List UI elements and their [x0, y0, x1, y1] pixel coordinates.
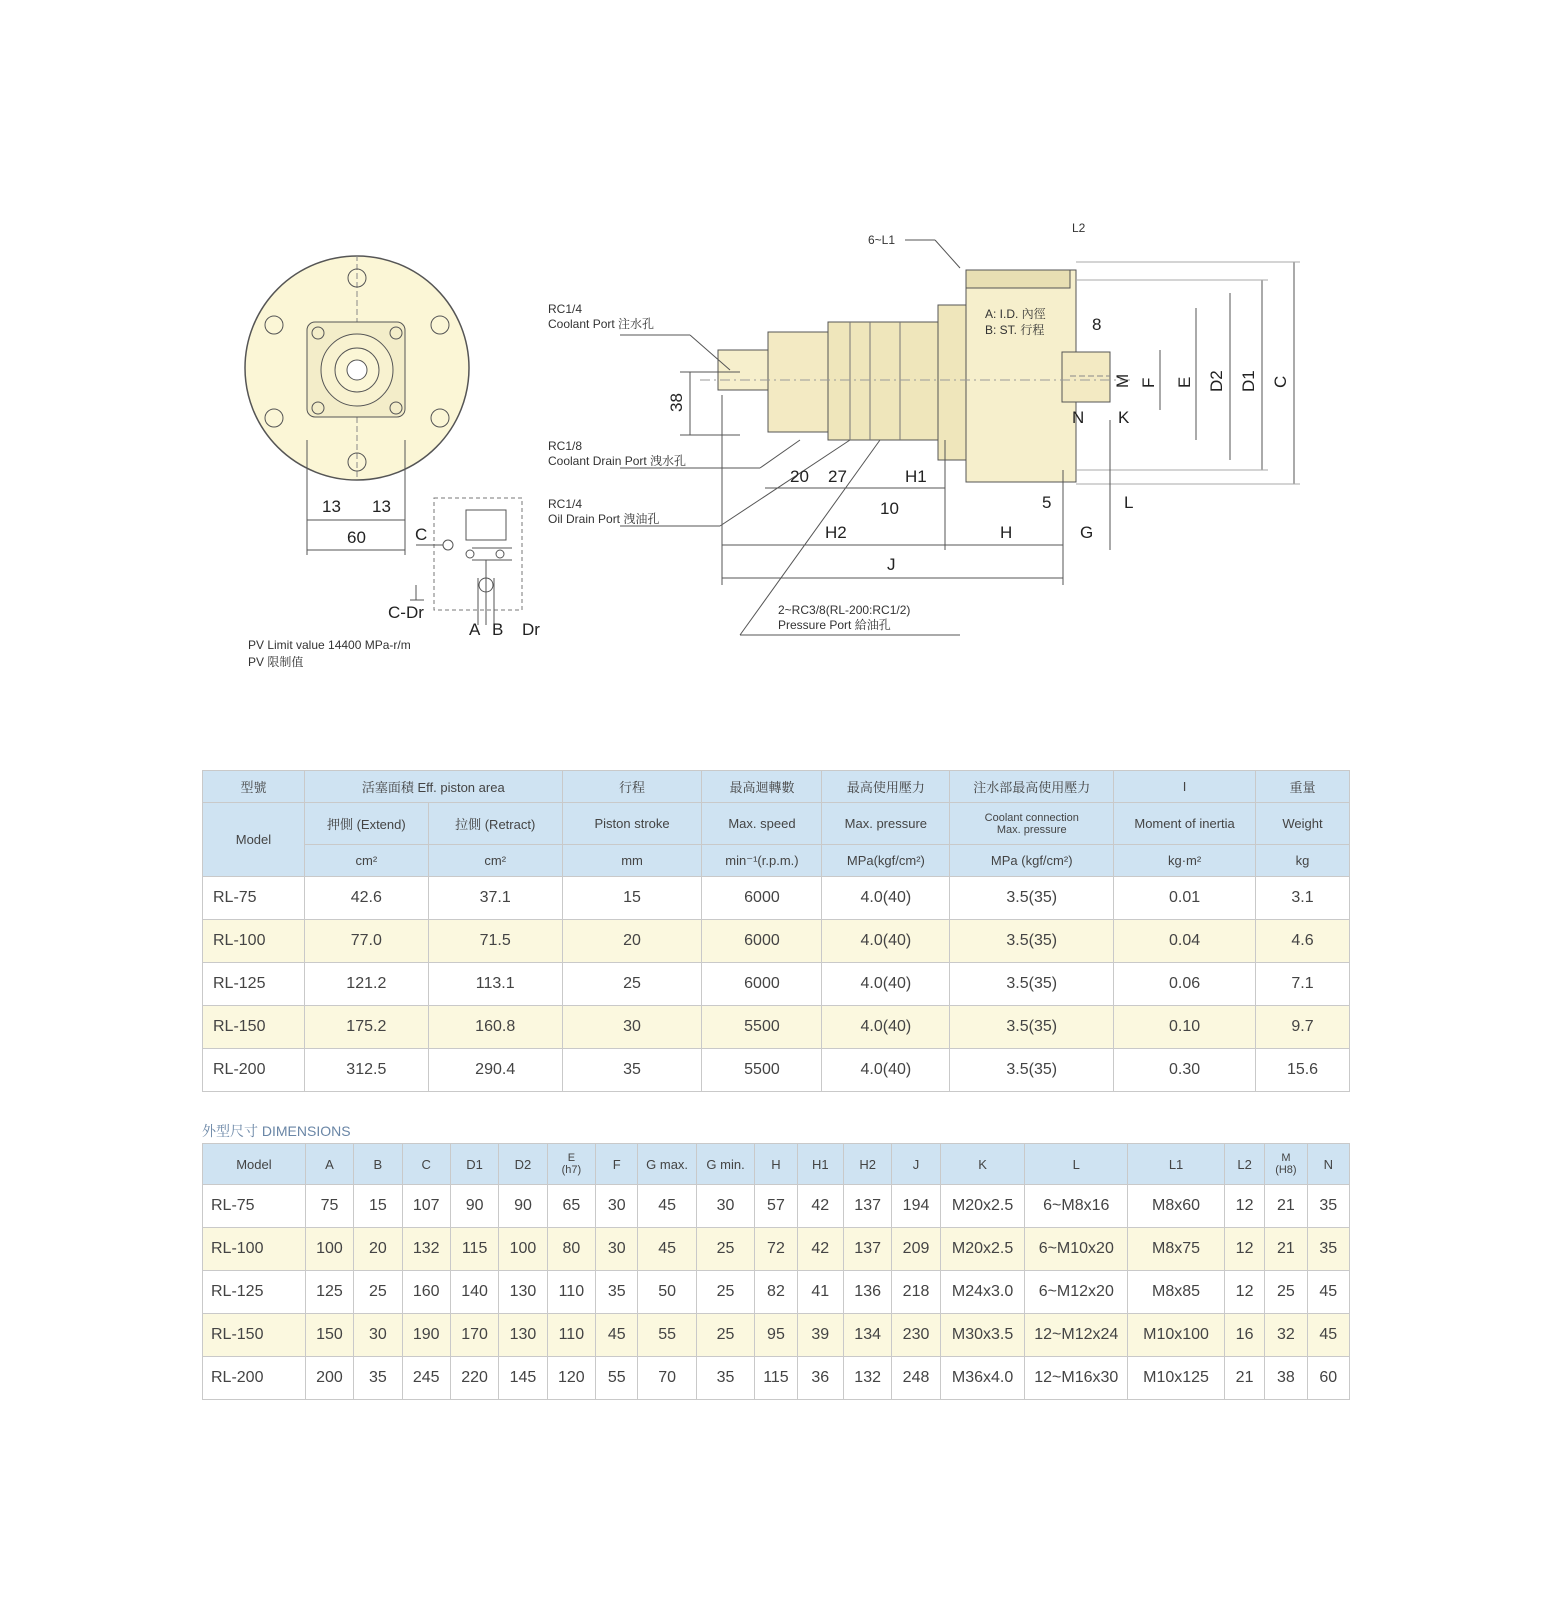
cell: 107 — [402, 1185, 450, 1228]
dim-8: 8 — [1092, 315, 1102, 334]
cell: 12~M16x30 — [1025, 1357, 1128, 1400]
cell: 3.5(35) — [950, 1006, 1114, 1049]
cell: 72 — [755, 1228, 797, 1271]
legend-a: A: I.D. 內徑 — [985, 307, 1046, 321]
dh-l1: L1 — [1128, 1144, 1225, 1185]
cell: 137 — [843, 1185, 891, 1228]
dim-h: H — [1000, 523, 1013, 542]
dh-l: L — [1025, 1144, 1128, 1185]
cell: 90 — [450, 1185, 498, 1228]
cell: 115 — [450, 1228, 498, 1271]
cell: 65 — [547, 1185, 595, 1228]
cell: 42.6 — [304, 877, 428, 920]
coolant-port-size: RC1/4 — [548, 302, 583, 316]
hdr-extend: 押側 (Extend) — [304, 803, 428, 845]
dim-27: 27 — [828, 467, 847, 486]
spec-row-rl125 — [203, 963, 1350, 1006]
cell: 55 — [596, 1357, 638, 1400]
cell: 132 — [402, 1228, 450, 1271]
dimensions-table — [202, 1143, 1350, 1400]
hdr-retract: 拉側 (Retract) — [428, 803, 562, 845]
dim-k: K — [1118, 408, 1130, 427]
dh-model: Model — [203, 1144, 306, 1185]
dim-row-rl200 — [203, 1357, 1350, 1400]
cell: 35 — [1307, 1185, 1349, 1228]
dh-h: H — [755, 1144, 797, 1185]
cell: 160 — [402, 1271, 450, 1314]
cell: 3.5(35) — [950, 1049, 1114, 1092]
cell: 170 — [450, 1314, 498, 1357]
cell: 190 — [402, 1314, 450, 1357]
cell: 120 — [547, 1357, 595, 1400]
cell: 125 — [305, 1271, 353, 1314]
cell: 230 — [892, 1314, 940, 1357]
cell: 140 — [450, 1271, 498, 1314]
hdr-weight-en: Weight — [1256, 803, 1350, 845]
cell: 16 — [1224, 1314, 1264, 1357]
dim-l: L — [1124, 493, 1134, 512]
cell: 110 — [547, 1314, 595, 1357]
cell: 7.1 — [1256, 963, 1350, 1006]
schematic-cdr: C-Dr — [388, 603, 424, 622]
dh-l2: L2 — [1224, 1144, 1264, 1185]
cell: M36x4.0 — [940, 1357, 1025, 1400]
dh-h1: H1 — [797, 1144, 843, 1185]
cell: 4.0(40) — [822, 1006, 950, 1049]
drawing-svg — [0, 0, 1552, 720]
schematic-dr: Dr — [522, 620, 540, 639]
dim-5: 5 — [1042, 493, 1052, 512]
cell: 15 — [354, 1185, 402, 1228]
cell: RL-200 — [203, 1357, 306, 1400]
cell: 209 — [892, 1228, 940, 1271]
dim-f: F — [1139, 377, 1158, 388]
hdr-speed-cn: 最高迴轉數 — [702, 771, 822, 803]
dh-b: B — [354, 1144, 402, 1185]
schematic-b: B — [492, 620, 504, 639]
cell: 0.30 — [1114, 1049, 1256, 1092]
cell: 30 — [354, 1314, 402, 1357]
dh-gmax: G max. — [638, 1144, 696, 1185]
spec-row-rl100 — [203, 920, 1350, 963]
hdr-model-cn: 型號 — [203, 771, 305, 803]
pressure-port-label: Pressure Port 給油孔 — [778, 618, 891, 632]
cell: 45 — [1307, 1271, 1349, 1314]
cell: 6000 — [702, 877, 822, 920]
unit-inertia: kg·m² — [1114, 845, 1256, 877]
dim-20: 20 — [790, 467, 809, 486]
dh-j: J — [892, 1144, 940, 1185]
cell: 175.2 — [304, 1006, 428, 1049]
cell: 134 — [843, 1314, 891, 1357]
cell: 42 — [797, 1185, 843, 1228]
dim-d1: D1 — [1239, 370, 1258, 392]
hdr-pressure-cn: 最高使用壓力 — [822, 771, 950, 803]
cell: 4.0(40) — [822, 1049, 950, 1092]
unit-pressure: MPa(kgf/cm²) — [822, 845, 950, 877]
cell: 0.06 — [1114, 963, 1256, 1006]
cell: 50 — [638, 1271, 696, 1314]
dim-d2: D2 — [1207, 370, 1226, 392]
cell: 45 — [638, 1228, 696, 1271]
dh-gmin: G min. — [696, 1144, 754, 1185]
cell: 145 — [499, 1357, 547, 1400]
cell: 312.5 — [304, 1049, 428, 1092]
cell: 132 — [843, 1357, 891, 1400]
schematic-c: C — [415, 525, 428, 544]
dim-10: 10 — [880, 499, 899, 518]
dim-g: G — [1080, 523, 1094, 542]
hdr-coolant-en-2: Max. pressure — [996, 823, 1067, 836]
cell: 9.7 — [1256, 1006, 1350, 1049]
cell: 30 — [596, 1185, 638, 1228]
coolant-port-label: Coolant Port 注水孔 — [548, 317, 655, 331]
cell: 5500 — [702, 1006, 822, 1049]
dim-h1: H1 — [905, 467, 927, 486]
unit-extend: cm² — [304, 845, 428, 877]
cell: 21 — [1265, 1228, 1307, 1271]
cell: M8x60 — [1128, 1185, 1225, 1228]
cell: 15.6 — [1256, 1049, 1350, 1092]
cell: 35 — [354, 1357, 402, 1400]
cell: 77.0 — [304, 920, 428, 963]
unit-speed: min⁻¹(r.p.m.) — [702, 845, 822, 877]
coolant-drain-size: RC1/8 — [548, 439, 583, 453]
hdr-model-en: Model — [203, 803, 305, 877]
dim-13-left: 13 — [322, 497, 341, 516]
hdr-piston-area-cn — [304, 771, 562, 803]
dh-h2: H2 — [843, 1144, 891, 1185]
dh-m-sub: (H8) — [1275, 1164, 1297, 1176]
cell: 82 — [755, 1271, 797, 1314]
dh-a: A — [305, 1144, 353, 1185]
cell: 25 — [696, 1314, 754, 1357]
cell: 21 — [1224, 1357, 1264, 1400]
cell: 12~M12x24 — [1025, 1314, 1128, 1357]
cell: 130 — [499, 1271, 547, 1314]
dim-m: M — [1113, 373, 1132, 388]
cell: 4.6 — [1256, 920, 1350, 963]
cell: 290.4 — [428, 1049, 562, 1092]
cell: 35 — [1307, 1228, 1349, 1271]
hdr-inertia-cn: I — [1114, 771, 1256, 803]
cell: M24x3.0 — [940, 1271, 1025, 1314]
cell: 0.10 — [1114, 1006, 1256, 1049]
hdr-stroke-en: Piston stroke — [562, 803, 702, 845]
dh-m — [1265, 1144, 1307, 1185]
cell: 100 — [305, 1228, 353, 1271]
pv-limit-line1: PV Limit value 14400 MPa-r/m — [248, 638, 411, 652]
oil-drain-size: RC1/4 — [548, 497, 583, 511]
cell: 110 — [547, 1271, 595, 1314]
spec-row-rl75 — [203, 877, 1350, 920]
cell: 45 — [1307, 1314, 1349, 1357]
cell: RL-75 — [203, 877, 305, 920]
cell: 6~M8x16 — [1025, 1185, 1128, 1228]
unit-retract: cm² — [428, 845, 562, 877]
cell: M20x2.5 — [940, 1228, 1025, 1271]
cell: 0.01 — [1114, 877, 1256, 920]
dh-e-label: E — [567, 1152, 576, 1164]
unit-coolant: MPa (kgf/cm²) — [950, 845, 1114, 877]
cell: 0.04 — [1114, 920, 1256, 963]
technical-drawing — [0, 0, 1552, 720]
hdr-inertia-en: Moment of inertia — [1114, 803, 1256, 845]
cell: 38 — [1265, 1357, 1307, 1400]
cell: M20x2.5 — [940, 1185, 1025, 1228]
dim-60: 60 — [347, 528, 366, 547]
cell: 194 — [892, 1185, 940, 1228]
cell: 3.5(35) — [950, 877, 1114, 920]
hdr-weight-cn: 重量 — [1256, 771, 1350, 803]
label-6l1: 6~L1 — [868, 233, 896, 247]
cell: 35 — [696, 1357, 754, 1400]
spec-row-rl200 — [203, 1049, 1350, 1092]
cell: RL-200 — [203, 1049, 305, 1092]
cell: 45 — [638, 1185, 696, 1228]
dh-f: F — [596, 1144, 638, 1185]
cell: 30 — [696, 1185, 754, 1228]
cell: 25 — [696, 1228, 754, 1271]
cell: 5500 — [702, 1049, 822, 1092]
dh-e — [547, 1144, 595, 1185]
cell: 137 — [843, 1228, 891, 1271]
legend-b: B: ST. 行程 — [985, 323, 1045, 337]
dim-38: 38 — [667, 393, 686, 412]
cell: M8x85 — [1128, 1271, 1225, 1314]
cell: 30 — [596, 1228, 638, 1271]
oil-drain-label: Oil Drain Port 洩油孔 — [548, 512, 660, 526]
hdr-speed-en: Max. speed — [702, 803, 822, 845]
cell: 121.2 — [304, 963, 428, 1006]
cell: RL-125 — [203, 963, 305, 1006]
cell: 42 — [797, 1228, 843, 1271]
dim-row-rl150 — [203, 1314, 1350, 1357]
dim-j: J — [887, 555, 896, 574]
hdr-coolant-en — [950, 803, 1114, 845]
cell: 100 — [499, 1228, 547, 1271]
cell: 60 — [1307, 1357, 1349, 1400]
hdr-piston-area-en: Eff. piston area — [417, 780, 505, 795]
cell: 3.5(35) — [950, 920, 1114, 963]
cell: 4.0(40) — [822, 963, 950, 1006]
label-l2: L2 — [1072, 221, 1086, 235]
cell: 200 — [305, 1357, 353, 1400]
dh-k: K — [940, 1144, 1025, 1185]
cell: 45 — [596, 1314, 638, 1357]
cell: RL-75 — [203, 1185, 306, 1228]
hdr-pressure-en: Max. pressure — [822, 803, 950, 845]
cell: 35 — [562, 1049, 702, 1092]
cell: RL-125 — [203, 1271, 306, 1314]
dim-13-right: 13 — [372, 497, 391, 516]
cell: 95 — [755, 1314, 797, 1357]
cell: 220 — [450, 1357, 498, 1400]
schematic-a: A — [469, 620, 481, 639]
dh-n: N — [1307, 1144, 1349, 1185]
cell: 4.0(40) — [822, 877, 950, 920]
cell: 150 — [305, 1314, 353, 1357]
cell: 115 — [755, 1357, 797, 1400]
dim-row-rl100 — [203, 1228, 1350, 1271]
cell: 21 — [1265, 1185, 1307, 1228]
cell: M30x3.5 — [940, 1314, 1025, 1357]
cell: 25 — [562, 963, 702, 1006]
cell: M10x125 — [1128, 1357, 1225, 1400]
hdr-coolant-cn: 注水部最高使用壓力 — [950, 771, 1114, 803]
cell: 12 — [1224, 1271, 1264, 1314]
hdr-piston-area-cn-text: 活塞面積 — [361, 780, 414, 795]
coolant-drain-label: Coolant Drain Port 洩水孔 — [548, 454, 687, 468]
cell: 160.8 — [428, 1006, 562, 1049]
cell: 20 — [354, 1228, 402, 1271]
cell: 130 — [499, 1314, 547, 1357]
cell: 30 — [562, 1006, 702, 1049]
cell: 25 — [696, 1271, 754, 1314]
side-view — [548, 221, 1300, 635]
cell: 36 — [797, 1357, 843, 1400]
pv-limit-line2: PV 限制值 — [248, 655, 304, 669]
cell: 35 — [596, 1271, 638, 1314]
unit-weight: kg — [1256, 845, 1350, 877]
cell: 71.5 — [428, 920, 562, 963]
cell: RL-150 — [203, 1006, 305, 1049]
cell: 25 — [1265, 1271, 1307, 1314]
cell: 57 — [755, 1185, 797, 1228]
dim-row-rl125 — [203, 1271, 1350, 1314]
spec-row-rl150 — [203, 1006, 1350, 1049]
hydraulic-schematic — [388, 498, 540, 639]
cell: 37.1 — [428, 877, 562, 920]
cell: 20 — [562, 920, 702, 963]
cell: 218 — [892, 1271, 940, 1314]
hdr-stroke-cn: 行程 — [562, 771, 702, 803]
pressure-port-size: 2~RC3/8(RL-200:RC1/2) — [778, 603, 911, 617]
cell: 6000 — [702, 920, 822, 963]
cell: RL-150 — [203, 1314, 306, 1357]
cell: 75 — [305, 1185, 353, 1228]
cell: 25 — [354, 1271, 402, 1314]
cell: 136 — [843, 1271, 891, 1314]
dh-e-sub: (h7) — [561, 1164, 582, 1176]
cell: 70 — [638, 1357, 696, 1400]
cell: 6~M10x20 — [1025, 1228, 1128, 1271]
cell: 39 — [797, 1314, 843, 1357]
cell: M10x100 — [1128, 1314, 1225, 1357]
dim-n: N — [1072, 408, 1085, 427]
cell: 80 — [547, 1228, 595, 1271]
cell: 41 — [797, 1271, 843, 1314]
dim-c: C — [1271, 375, 1290, 388]
front-view — [245, 255, 469, 555]
cell: 12 — [1224, 1228, 1264, 1271]
cell: 4.0(40) — [822, 920, 950, 963]
cell: 113.1 — [428, 963, 562, 1006]
cell: 245 — [402, 1357, 450, 1400]
cell: 248 — [892, 1357, 940, 1400]
cell: 55 — [638, 1314, 696, 1357]
dimensions-title: 外型尺寸 DIMENSIONS — [202, 1123, 351, 1139]
cell: 15 — [562, 877, 702, 920]
cell: 6~M12x20 — [1025, 1271, 1128, 1314]
dim-row-rl75 — [203, 1185, 1350, 1228]
cell: 6000 — [702, 963, 822, 1006]
cell: 32 — [1265, 1314, 1307, 1357]
dh-c: C — [402, 1144, 450, 1185]
cell: RL-100 — [203, 920, 305, 963]
dim-e: E — [1175, 376, 1194, 388]
dh-d2: D2 — [499, 1144, 547, 1185]
cell: 12 — [1224, 1185, 1264, 1228]
cell: 90 — [499, 1185, 547, 1228]
dim-h2: H2 — [825, 523, 847, 542]
dh-d1: D1 — [450, 1144, 498, 1185]
cell: 3.1 — [1256, 877, 1350, 920]
cell: 3.5(35) — [950, 963, 1114, 1006]
cell: M8x75 — [1128, 1228, 1225, 1271]
hdr-coolant-en-1: Coolant connection — [984, 811, 1079, 824]
spec-table — [202, 770, 1350, 1092]
cell: RL-100 — [203, 1228, 306, 1271]
unit-stroke: mm — [562, 845, 702, 877]
dh-m-label: M — [1281, 1152, 1291, 1164]
